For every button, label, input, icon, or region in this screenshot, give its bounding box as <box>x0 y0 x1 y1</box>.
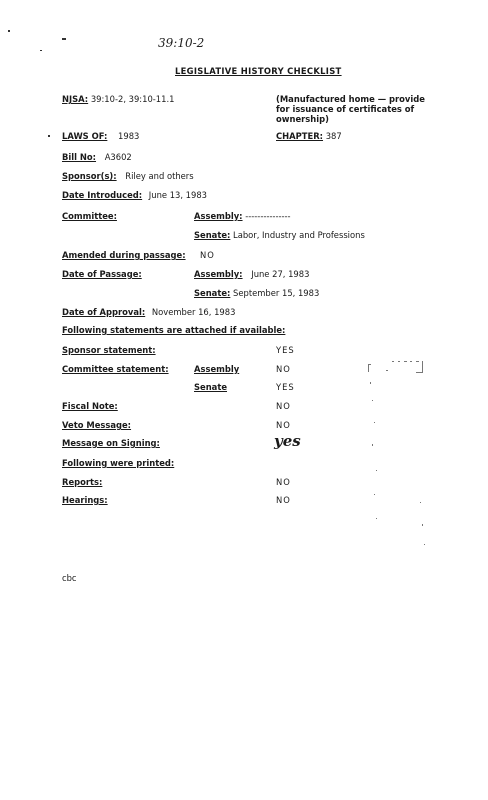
committee-statement-label: Committee statement: <box>62 364 169 374</box>
committee-statement-senate-label: Senate <box>194 382 228 392</box>
committee-senate-label: Senate: <box>194 230 231 240</box>
description-line: for issuance of certificates of <box>276 104 415 114</box>
statements-heading: Following statements are attached if available: <box>62 325 286 335</box>
bill-no-value: A3602 <box>104 152 132 162</box>
chapter-row <box>276 131 342 141</box>
njsa-row <box>62 94 174 104</box>
date-of-approval-row <box>62 307 235 317</box>
description-line: ownership) <box>276 114 329 124</box>
date-of-passage-label: Date of Passage: <box>62 269 142 279</box>
reports-label: Reports: <box>62 477 103 487</box>
laws-of-value: 1983 <box>118 131 140 141</box>
amended-value: NO <box>200 250 215 260</box>
date-of-approval-label: Date of Approval: <box>62 307 146 317</box>
committee-statement-assembly-label: Assembly <box>194 364 240 374</box>
passage-assembly-label: Assembly: <box>194 269 243 279</box>
scan-mark <box>48 135 50 137</box>
sponsor-statement-value: YES <box>276 345 295 355</box>
amended-label: Amended during passage: <box>62 250 186 260</box>
scan-mark <box>8 30 10 32</box>
committee-senate-row <box>194 230 365 240</box>
chapter-value: 387 <box>325 131 342 141</box>
message-on-signing-value: yes <box>274 432 301 450</box>
chapter-label: CHAPTER: <box>276 131 324 141</box>
laws-of-row <box>62 131 139 141</box>
laws-of-label: LAWS OF: <box>62 131 108 141</box>
veto-message-label: Veto Message: <box>62 420 132 430</box>
fiscal-note-label: Fiscal Note: <box>62 401 118 411</box>
sponsor-statement-label: Sponsor statement: <box>62 345 156 355</box>
date-introduced-row <box>62 190 207 200</box>
passage-assembly-row <box>194 269 309 279</box>
scan-artifact <box>362 358 432 568</box>
njsa-value: 39:10-2, 39:10-11.1 <box>90 94 175 104</box>
veto-message-value: NO <box>276 420 291 430</box>
njsa-label: NJSA: <box>62 94 89 104</box>
committee-statement-senate-value: YES <box>276 382 295 392</box>
scan-mark <box>40 50 42 51</box>
committee-label: Committee: <box>62 211 117 221</box>
fiscal-note-value: NO <box>276 401 291 411</box>
bill-no-label: Bill No: <box>62 152 97 162</box>
committee-statement-assembly-value: NO <box>276 364 291 374</box>
printed-heading: Following were printed: <box>62 458 175 468</box>
sponsors-label: Sponsor(s): <box>62 171 117 181</box>
committee-assembly-row <box>194 211 291 221</box>
passage-senate-label: Senate: <box>194 288 231 298</box>
date-of-approval-value: November 16, 1983 <box>151 307 236 317</box>
passage-senate-value: September 15, 1983 <box>233 288 320 298</box>
committee-assembly-value: --------------- <box>245 211 291 221</box>
hearings-value: NO <box>276 495 291 505</box>
date-introduced-value: June 13, 1983 <box>148 190 207 200</box>
passage-assembly-value: June 27, 1983 <box>251 269 310 279</box>
handwritten-reference: 39:10-2 <box>158 36 205 50</box>
sponsors-row <box>62 171 194 181</box>
bill-no-row <box>62 152 132 162</box>
initials: cbc <box>62 573 77 583</box>
date-introduced-label: Date Introduced: <box>62 190 143 200</box>
description-line: (Manufactured home — provide <box>276 94 425 104</box>
scan-mark <box>62 38 66 40</box>
message-on-signing-label: Message on Signing: <box>62 438 160 448</box>
sponsors-value: Riley and others <box>125 171 194 181</box>
hearings-label: Hearings: <box>62 495 108 505</box>
committee-senate-value: Labor, Industry and Professions <box>233 230 365 240</box>
committee-assembly-label: Assembly: <box>194 211 243 221</box>
page-title: LEGISLATIVE HISTORY CHECKLIST <box>175 66 342 76</box>
reports-value: NO <box>276 477 291 487</box>
passage-senate-row <box>194 288 319 298</box>
